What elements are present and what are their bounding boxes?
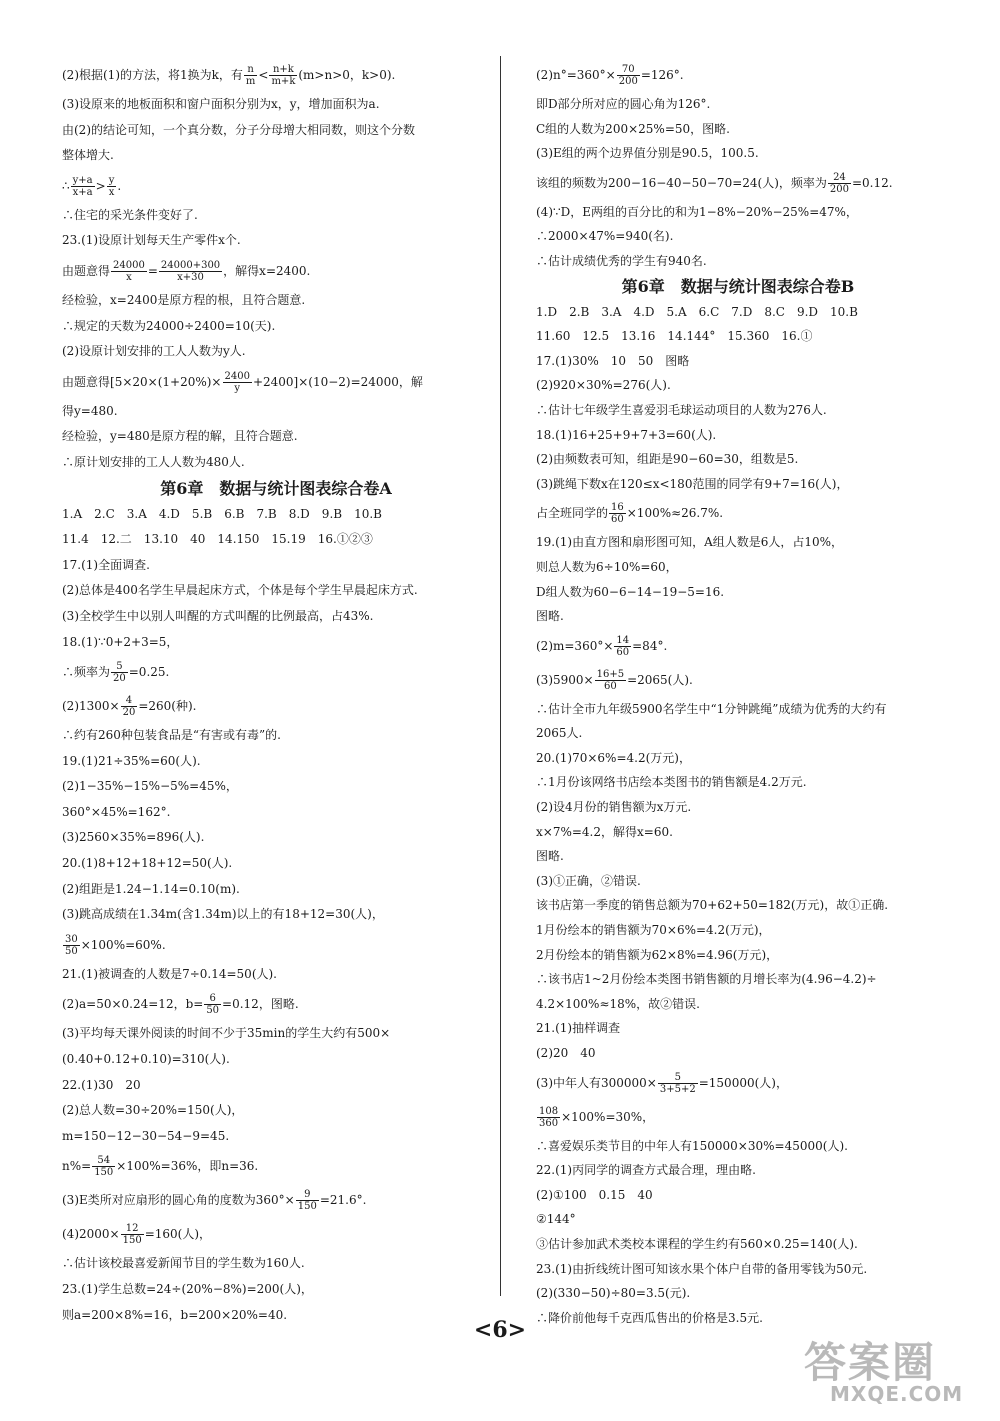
answer-line: (2)20 40 bbox=[536, 1046, 596, 1060]
answer-line: 17.(1)30% 10 50 图略 bbox=[536, 353, 690, 368]
answer-line: (2)总体是400名学生早晨起床方式，个体是每个学生早晨起床方式. bbox=[62, 583, 418, 598]
fraction: $\frac{n}{m}$ bbox=[245, 64, 256, 87]
answer-line: ∴频率为 $\frac{5}{20}$ =0.25. bbox=[62, 661, 170, 685]
fraction: $\frac{14}{60}$ bbox=[616, 634, 630, 658]
page-number: <6> bbox=[473, 1317, 527, 1343]
left-column bbox=[62, 58, 490, 1328]
fraction: $\frac{108}{360}$ bbox=[539, 1105, 559, 1129]
answer-line: 由题意得[5×20×(1+20%)× $\frac{2400}{y}$ +2400]×(10−2)=24000，解 bbox=[62, 370, 423, 394]
column-divider bbox=[500, 56, 501, 1296]
answer-line: (2)a=50×0.24=12，b= $\frac{6}{50}$ =0.12，图略. bbox=[62, 993, 299, 1017]
answer-line: (3)E类所对应扇形的圆心角的度数为360°× $\frac{9}{150}$ =21.6°. bbox=[62, 1189, 367, 1213]
answer-line: ∴估计全市九年级5900名学生中“1分钟跳绳”成绩为优秀的大约有 bbox=[536, 701, 887, 716]
answer-line: 18.(1)16+25+9+7+3=60(人). bbox=[536, 427, 717, 442]
answer-line: (3)全校学生中以别人叫醒的方式叫醒的比例最高，占43%. bbox=[62, 608, 374, 623]
answer-line: (3)2560×35%=896(人). bbox=[62, 830, 205, 845]
answer-line: 23.(1)由折线统计图可知该水果个体户自带的备用零钱为50元. bbox=[536, 1261, 868, 1276]
fraction: $\frac{4}{20}$ bbox=[122, 695, 136, 719]
answer-line: 17.(1)全面调查. bbox=[62, 557, 150, 572]
answer-line: 则总人数为6÷10%=60， bbox=[536, 559, 678, 574]
fraction: $\frac{9}{150}$ bbox=[297, 1189, 317, 1213]
answer-line: 360°×45%=162°. bbox=[62, 804, 171, 819]
answer-line: ∴估计成绩优秀的学生有940名. bbox=[536, 253, 707, 268]
answer-line: (2)m=360°× $\frac{14}{60}$ =84°. bbox=[536, 634, 668, 658]
answer-line: ∴约有260种包装食品是“有害或有毒”的. bbox=[62, 728, 281, 743]
answer-line: 整体增大. bbox=[62, 148, 114, 163]
fraction: $\frac{30}{50}$ bbox=[65, 933, 78, 957]
fraction: $\frac{16}{60}$ bbox=[611, 502, 624, 526]
answer-line: 23.(1)学生总数=24÷(20%−8%)=200(人)， bbox=[62, 1282, 313, 1296]
answer-line: (0.40+0.12+0.10)=310(人). bbox=[62, 1052, 230, 1067]
answer-line: (3)跳高成绩在1.34m(含1.34m)以上的有18+12=30(人)， bbox=[62, 907, 384, 922]
answer-line: 19.(1)21÷35%=60(人). bbox=[62, 753, 201, 768]
watermark-logo bbox=[800, 1330, 990, 1410]
section-heading: 第6章 数据与统计图表综合卷B bbox=[621, 276, 855, 296]
answer-line: 22.(1)丙同学的调查方式最合理，理由略. bbox=[536, 1163, 756, 1178]
answer-line: 该书店第一季度的销售总额为70+62+50=182(万元)，故①正确. bbox=[536, 898, 889, 913]
answer-line: (2)n°=360°× $\frac{70}{200}$ =126°. bbox=[536, 64, 684, 87]
answer-line: ③估计参加武术类校本课程的学生约有560×0.25=140(人). bbox=[536, 1236, 858, 1251]
answer-line: 图略. bbox=[536, 609, 564, 624]
answer-line: 2065人. bbox=[536, 726, 583, 741]
answer-line: ∴规定的天数为24000÷2400=10(天). bbox=[62, 318, 276, 333]
answer-line: 4.2×100%≈18%，故②错误. bbox=[536, 996, 700, 1011]
answer-line: x×7%=4.2，解得x=60. bbox=[536, 824, 673, 839]
answer-line: (2)由频数表可知，组距是90−60=30，组数是5. bbox=[536, 452, 799, 467]
answer-line: 22.(1)30 20 bbox=[62, 1077, 141, 1092]
answer-line: (4)∵D，E两组的百分比的和为1−8%−20%−25%=47%， bbox=[536, 204, 858, 219]
answer-line: ∴估计该校最喜爱新闻节目的学生数为160人. bbox=[62, 1256, 305, 1271]
answer-line: 经检验，x=2400是原方程的根，且符合题意. bbox=[62, 292, 306, 307]
answer-line: (2)920×30%=276(人). bbox=[536, 378, 671, 393]
answer-line: 得y=480. bbox=[62, 403, 118, 418]
answer-line: ∴ $\frac{y+a}{x+a}$ > $\frac{y}{x}$ . bbox=[62, 174, 122, 198]
answer-line: (2)根据(1)的方法，将1换为k，有 $\frac{n}{m}$ < $\frac{n+k}{m+k}$ (m>n>0，k>0). bbox=[62, 64, 396, 87]
answer-line: 23.(1)设原计划每天生产零件x个. bbox=[62, 233, 241, 248]
fraction: $\frac{70}{200}$ bbox=[618, 64, 638, 87]
answer-line: (3)①正确，②错误. bbox=[536, 873, 641, 888]
answer-line: 则a=200×8%=16，b=200×20%=40. bbox=[62, 1307, 288, 1322]
answer-line: C组的人数为200×25%=50，图略. bbox=[536, 121, 730, 136]
answer-line: ∴喜爱娱乐类节目的中年人有150000×30%=45000(人). bbox=[536, 1138, 848, 1153]
fraction: $\frac{12}{150}$ bbox=[122, 1223, 142, 1247]
fraction: $\frac{2400}{y}$ bbox=[224, 370, 250, 394]
answer-line: 图略. bbox=[536, 849, 564, 864]
answer-line: 该组的频数为200−16−40−50−70=24(人)，频率为 $\frac{24}{200}$ =0.12. bbox=[536, 171, 893, 195]
fraction: $\frac{y}{x}$ bbox=[108, 174, 115, 198]
answer-line: 18.(1)∵0+2+3=5， bbox=[62, 634, 179, 649]
fraction: $\frac{24000+300}{x+30}$ bbox=[160, 259, 221, 283]
fraction: $\frac{5}{3+5+2}$ bbox=[659, 1071, 696, 1095]
answer-line: (3)5900× $\frac{16+5}{60}$ =2065(人). bbox=[536, 668, 693, 692]
answer-line: (3)设原来的地板面积和窗户面积分别为x，y，增加面积为a. bbox=[62, 97, 380, 111]
answer-line: ∴降价前他每千克西瓜售出的价格是3.5元. bbox=[536, 1310, 763, 1325]
answer-line: (2)1−35%−15%−5%=45%， bbox=[62, 779, 238, 794]
answer-line: (3)跳绳下数x在120≤x<180范围的同学有9+7=16(人)， bbox=[536, 476, 849, 491]
answer-line: 由题意得 $\frac{24000}{x}$ = $\frac{24000+300}{x+30}$ ，解得x=2400. bbox=[62, 259, 311, 283]
answer-line: 21.(1)抽样调查 bbox=[536, 1021, 621, 1036]
answer-line: (2)设4月份的销售额为x万元. bbox=[536, 800, 692, 815]
answer-line: (3)E组的两个边界值分别是90.5，100.5. bbox=[536, 146, 759, 161]
answer-line: (2)总人数=30÷20%=150(人)， bbox=[62, 1103, 244, 1118]
fraction: $\frac{24000}{x}$ bbox=[113, 259, 145, 283]
answer-line: n%= $\frac{54}{150}$ ×100%=36%，即n=36. bbox=[62, 1155, 259, 1179]
fraction: $\frac{5}{20}$ bbox=[113, 661, 126, 685]
answer-line: ∴估计七年级学生喜爱羽毛球运动项目的人数为276人. bbox=[536, 402, 827, 417]
fraction: $\frac{y+a}{x+a}$ bbox=[72, 174, 93, 198]
answer-line: ∴该书店1~2月份绘本类图书销售额的月增长率为(4.96−4.2)÷ bbox=[536, 972, 877, 987]
right-column bbox=[536, 58, 940, 1330]
answer-line: 19.(1)由直方图和扇形图可知，A组人数是6人，占10%， bbox=[536, 535, 844, 550]
answer-line: D组人数为60−6−14−19−5=16. bbox=[536, 584, 725, 599]
answer-line: (2)1300× $\frac{4}{20}$ =260(种). bbox=[62, 695, 197, 719]
answer-line: $\frac{108}{360}$ ×100%=30%， bbox=[539, 1105, 655, 1129]
answer-line: (2)(330−50)÷80=3.5(元). bbox=[536, 1286, 691, 1301]
fraction: $\frac{16+5}{60}$ bbox=[596, 668, 625, 692]
fraction: $\frac{24}{200}$ bbox=[829, 171, 849, 195]
answer-line: 21.(1)被调查的人数是7÷0.14=50(人). bbox=[62, 966, 277, 981]
answer-line: m=150−12−30−54−9=45. bbox=[62, 1128, 230, 1143]
answer-line: (2)组距是1.24−1.14=0.10(m). bbox=[62, 881, 240, 896]
answer-line: 占全班同学的 $\frac{16}{60}$ ×100%≈26.7%. bbox=[536, 502, 724, 526]
answer-line: (2)设原计划安排的工人人数为y人. bbox=[62, 344, 246, 359]
answer-line: 1.A 2.C 3.A 4.D 5.B 6.B 7.B 8.D 9.B 10.B bbox=[62, 506, 382, 521]
watermark-url: MXQE.COM bbox=[830, 1382, 964, 1406]
answer-line: 由(2)的结论可知，一个真分数，分子分母增大相同数，则这个分数 bbox=[62, 122, 416, 137]
fraction: $\frac{6}{50}$ bbox=[206, 993, 220, 1017]
answer-line: ∴1月份该网络书店绘本类图书的销售额是4.2万元. bbox=[536, 775, 807, 790]
answer-line: (3)平均每天课外阅读的时间不少于35min的学生大约有500× bbox=[62, 1026, 391, 1041]
answer-line: (3)中年人有300000× $\frac{5}{3+5+2}$ =150000(人)， bbox=[536, 1071, 788, 1095]
answer-line: 20.(1)8+12+18+12=50(人). bbox=[62, 856, 233, 871]
answer-line: (2)①100 0.15 40 bbox=[536, 1187, 653, 1202]
answer-line: 11.4 12.二 13.10 40 14.150 15.19 16.①②③ bbox=[62, 532, 373, 547]
fraction: $\frac{54}{150}$ bbox=[94, 1155, 114, 1179]
answer-line: 1月份绘本的销售额为70×6%=4.2(万元)， bbox=[536, 923, 771, 938]
answer-line: 11.60 12.5 13.16 14.144° 15.360 16.① bbox=[536, 329, 813, 344]
answer-line: $\frac{30}{50}$ ×100%=60%. bbox=[65, 933, 166, 957]
answer-line: 2月份绘本的销售额为62×8%=4.96(万元)， bbox=[536, 947, 779, 962]
answer-line: ∴原计划安排的工人人数为480人. bbox=[62, 454, 245, 469]
watermark-text: 答案圈 bbox=[804, 1338, 937, 1387]
answer-line: ②144° bbox=[536, 1212, 576, 1227]
answer-line: ∴2000×47%=940(名). bbox=[536, 229, 674, 244]
answer-line: 20.(1)70×6%=4.2(万元)， bbox=[536, 750, 691, 765]
answer-line: (4)2000× $\frac{12}{150}$ =160(人)， bbox=[62, 1223, 212, 1247]
answer-line: 即D部分所对应的圆心角为126°. bbox=[536, 97, 711, 111]
answer-line: ∴住宅的采光条件变好了. bbox=[62, 207, 198, 222]
fraction: $\frac{n+k}{m+k}$ bbox=[271, 64, 296, 87]
answer-line: 1.D 2.B 3.A 4.D 5.A 6.C 7.D 8.C 9.D 10.B bbox=[536, 304, 858, 319]
answer-line: 经检验，y=480是原方程的解，且符合题意. bbox=[62, 429, 298, 444]
section-heading: 第6章 数据与统计图表综合卷A bbox=[160, 478, 392, 498]
